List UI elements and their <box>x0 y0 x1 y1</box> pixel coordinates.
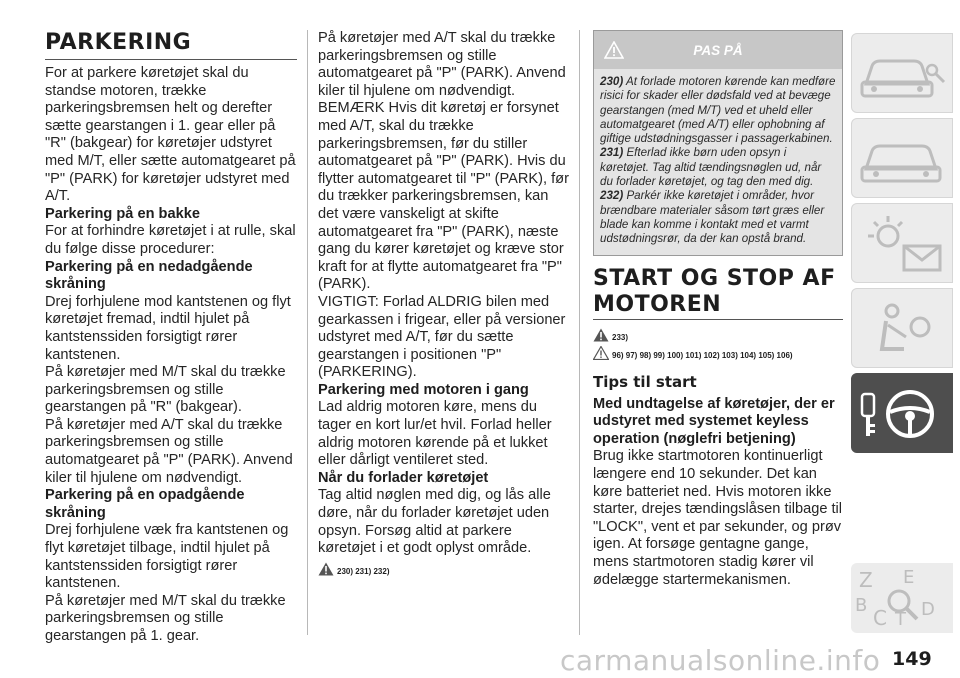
svg-text:E: E <box>903 567 915 588</box>
svg-text:D: D <box>921 599 935 620</box>
car-dashboard-icon <box>852 119 953 198</box>
tab-index[interactable] <box>851 563 953 633</box>
paragraph: På køretøjer med M/T skal du trække parkeringsbremsen og stille gearstangen på 1. gear. <box>45 592 286 644</box>
svg-text:Z: Z <box>859 568 873 592</box>
warning-body <box>594 69 842 255</box>
chapter-tabs <box>851 33 953 458</box>
paragraph: For at parkere køretøjet skal du standse motoren, trække parkeringsbremsen helt og derefter sætte gearstangen i 1. gear eller på "R" (bakgear) for køretøjer udstyret med M/T, eller sætte automatgearet på "P" (PARK) for køretøjer udstyret med A/T. <box>45 65 296 205</box>
subheading: Parkering på en opadgående skråning <box>45 487 245 521</box>
tab-lights-warnings[interactable] <box>851 203 953 283</box>
watermark: carmanualsonline.info <box>560 644 881 677</box>
warning-box <box>593 30 843 256</box>
tab-dashboard[interactable] <box>851 118 953 198</box>
column-divider <box>579 30 580 635</box>
paragraph: For at forhindre køretøjet i at rulle, skal du følge disse procedurer: <box>45 223 296 257</box>
svg-text:T: T <box>895 609 906 630</box>
tab-safety[interactable] <box>851 288 953 368</box>
paragraph: Lad aldrig motoren køre, mens du tager en kort lur/et hvil. Forlad heller aldrig motoren kørende på et lukket eller dårligt ventileret sted. <box>318 399 552 469</box>
note-paragraph: BEMÆRK Hvis dit køretøj er forsynet med A/T, skal du trække parkeringsbremsen, før du stiller automatgearet på "P" (PARK). Hvis du flytter automatgearet til "P" (PARK), før du trækker parkeringsbremsen, kan det være vanskeligt at skifte automatgearet fra "P" (PARK), næste gang du kører køretøjet og kræve stor kraft for at flytte automatgearet fra "P" (PARK). <box>318 100 569 293</box>
steering-wheel-key-icon <box>852 374 953 453</box>
paragraph: Tag altid nøglen med dig, og lås alle døre, når du forlader køretøjet uden opsyn. Forsøg altid at parkere køretøjet i et godt oplyst område. <box>318 487 551 557</box>
paragraph: På køretøjer med M/T skal du trække parkeringsbremsen og stille gearstangen på "R" (bakgear). <box>45 364 286 416</box>
airbag-seat-icon <box>852 289 953 368</box>
warning-item: 231) Efterlad ikke børn uden opsyn i køretøjet. Tag altid tændingsnøglen ud, når du forlader køretøjet, og tag den med dig. <box>600 146 822 189</box>
alphabet-index-icon <box>851 563 953 633</box>
warning-item: 230) At forlade motoren kørende kan medføre risici for skader eller dødsfald ved at bevæge gearstangen (med M/T) ved et uheld eller automatgearet (med A/T) eller ophobning af giftige udstødningsgasser i passagerkabinen. <box>600 75 836 146</box>
svg-text:B: B <box>855 595 868 616</box>
car-front-icon <box>852 34 953 113</box>
column-divider <box>307 30 308 635</box>
note-reference: 96) 97) 98) 99) 100) 101) 102) 103) 104) 105) 106) <box>593 344 843 360</box>
column-2 <box>318 30 570 578</box>
subheading: Med undtagelse af køretøjer, der er udstyret med systemet keyless operation (nøglefri betjening) <box>593 395 835 447</box>
svg-text:C: C <box>873 606 887 630</box>
paragraph: Drej forhjulene mod kantstenen og flyt køretøjet fremad, indtil hjulet på kantstenssiden forsigtigt rører kantstenen. <box>45 293 291 363</box>
tips-heading: Tips til start <box>593 372 697 391</box>
paragraph: På køretøjer med A/T skal du trække parkeringsbremsen og stille automatgearet på "P" (PARK). Anvend kiler til hjulene om nødvendigt. <box>318 30 566 99</box>
subheading: Parkering med motoren i gang <box>318 381 529 398</box>
section-title-start-stop: START OG STOP AF MOTOREN <box>593 266 843 320</box>
paragraph: På køretøjer med A/T skal du trække parkeringsbremsen og stille automatgearet på "P" (PARK). Anvend kiler til hjulene om nødvendigt. <box>45 416 293 486</box>
warning-header <box>594 31 842 69</box>
warning-triangle-icon <box>318 562 334 576</box>
important-paragraph: VIGTIGT: Forlad ALDRIG bilen med gearkassen i frigear, eller på versioner udstyret med A/T, før du sætte gearstangen i positionen "P" (PARKERING). <box>318 293 566 381</box>
subheading: Parkering på en bakke <box>45 205 200 222</box>
warning-item: 232) Parkér ikke køretøjet i områder, hvor brændbare materialer såsom tørt græs eller blade kan komme i kontakt med et varmt udstødningsrør, da der kan opstå brand. <box>600 189 825 246</box>
column-3 <box>593 30 843 589</box>
warning-heading: PAS PÅ <box>693 42 743 58</box>
page-number: 149 <box>892 648 932 670</box>
tab-starting-driving[interactable] <box>851 373 953 453</box>
warning-reference: 230) 231) 232) <box>318 560 570 576</box>
paragraph: Brug ikke startmotoren kontinuerligt længere end 10 sekunder. Det kan køre batteriet ned. Hvis motoren ikke starter, drejes tændingslåsen tilbage til "LOCK", vent et par sekunder, og prøv igen. At forsøge gentagne gange, mens startmotoren stadig kører vil ødelægge startermekanismen. <box>593 448 843 588</box>
warning-reference: 233) <box>593 326 843 342</box>
note-triangle-icon <box>593 346 609 360</box>
warning-triangle-icon <box>593 328 609 342</box>
subheading: Parkering på en nedadgående skråning <box>45 258 253 293</box>
paragraph: Drej forhjulene væk fra kantstenen og flyt køretøjet tilbage, indtil hjulet på kantstenssiden forsigtigt rører kantstenen. <box>45 522 289 592</box>
section-title-parkering: PARKERING <box>45 30 297 60</box>
light-envelope-icon <box>852 204 953 283</box>
column-1 <box>45 30 297 646</box>
tab-car-overview[interactable] <box>851 33 953 113</box>
subheading: Når du forlader køretøjet <box>318 469 489 486</box>
